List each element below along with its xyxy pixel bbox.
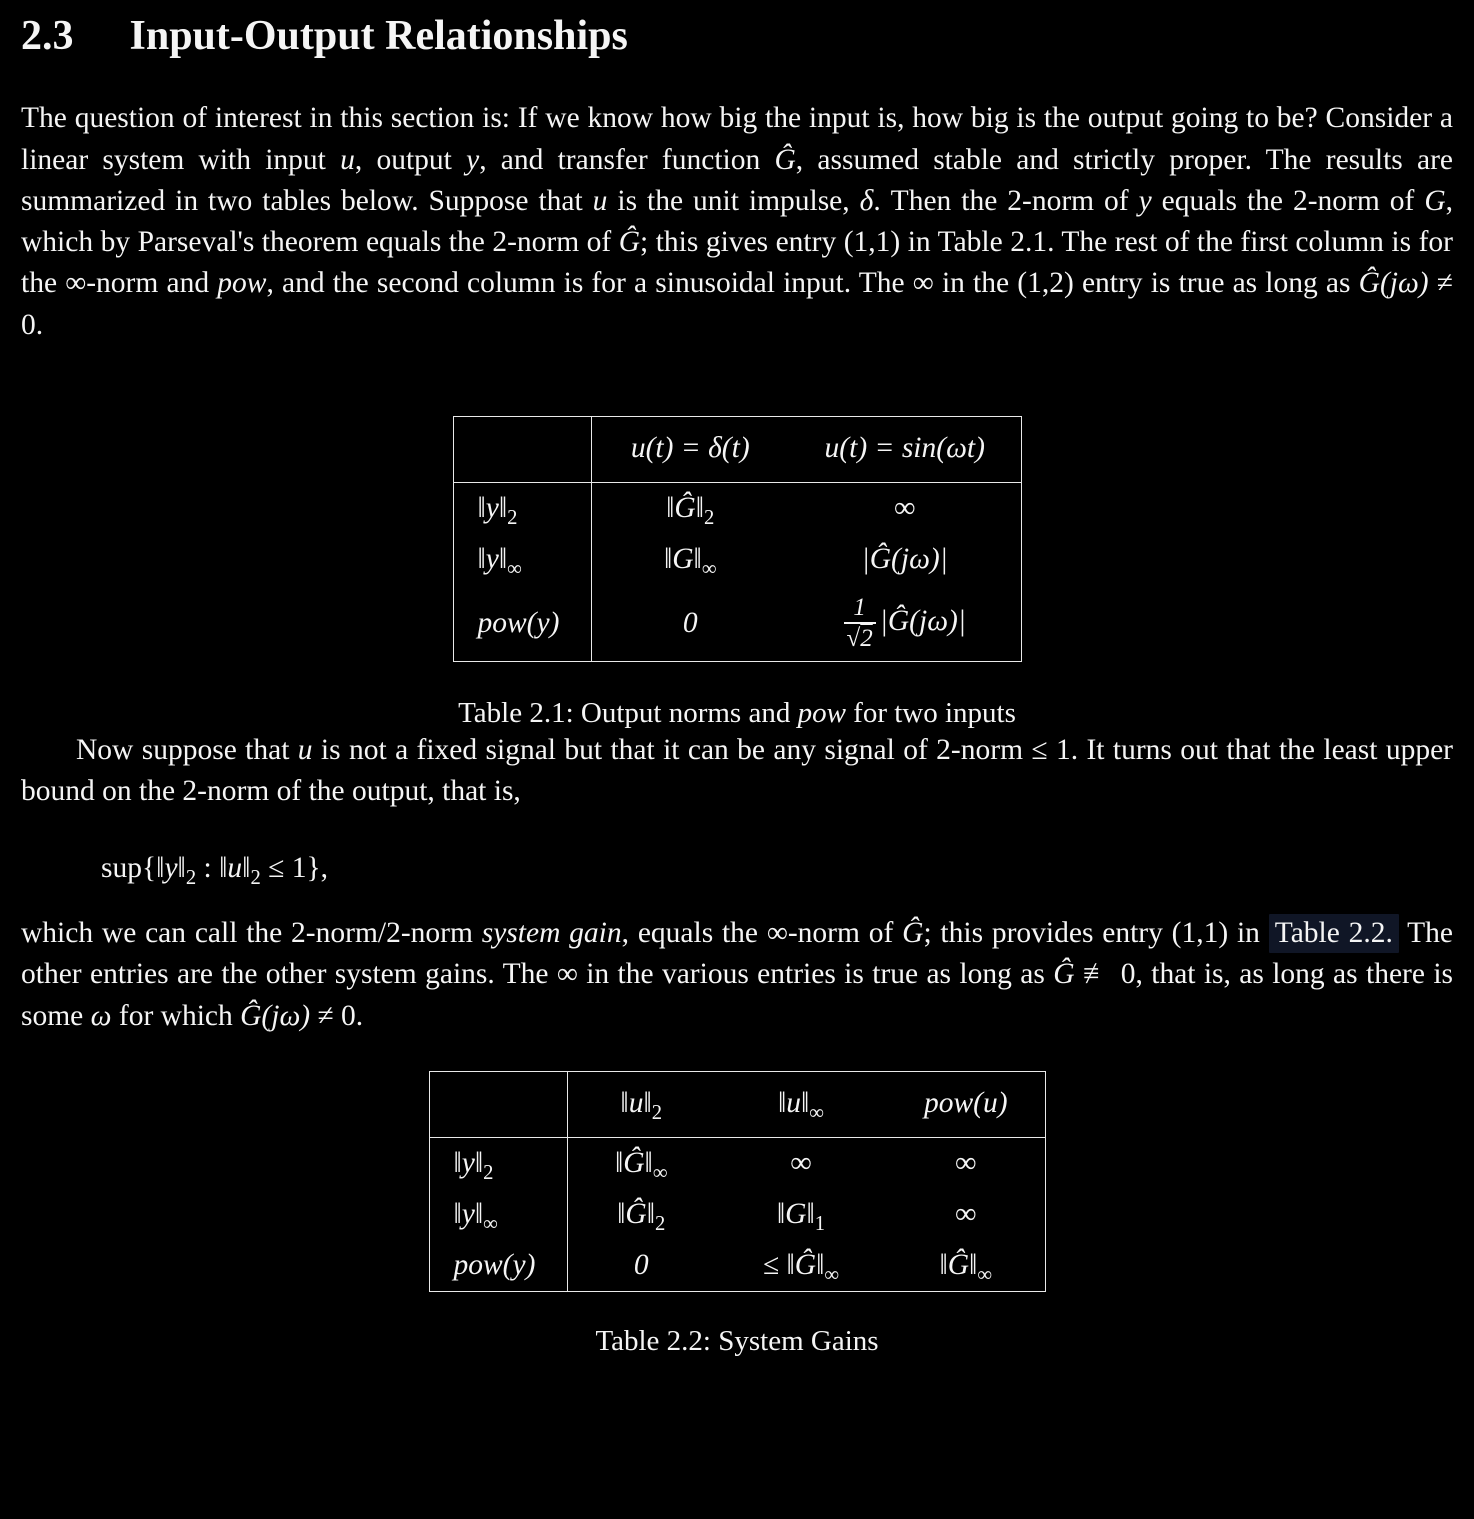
cell-r2c2: |Ĝ(jω)| [861, 543, 948, 576]
text-segment: is the unit impulse, [607, 184, 860, 217]
text-segment: ≤ 1}, [260, 851, 328, 884]
cell-r1c1: $‖Ĝ‖_\infty$ [614, 1146, 668, 1184]
row-label-pow-y: pow(y) [453, 585, 591, 662]
section-title: Input-Output Relationships [129, 13, 628, 59]
col-header-impulse-input [591, 417, 789, 483]
text-segment: Ĝ [618, 226, 641, 259]
subscript: 1 [814, 1212, 826, 1235]
text-segment: ‖ [177, 851, 186, 884]
text-segment: , which by Parseval's theorem equals the 2-norm of [21, 184, 1453, 259]
subscript: 2 [651, 1101, 663, 1124]
text-segment: 2 [250, 866, 261, 889]
text-segment: , and the second column is for a sinusoidal input. The ∞ in the (1,2) entry is true as long as [266, 267, 1359, 300]
cell-r2c1: $‖G‖_\infty$ [663, 543, 717, 580]
subscript: ∞ [652, 1161, 668, 1184]
text-segment: , assumed stable and strictly proper. The results are summarized in two tables below. Suppose that [21, 143, 1454, 217]
text-segment: δ [859, 184, 874, 217]
radicand: 2 [860, 624, 873, 652]
subscript: 2 [704, 506, 715, 529]
text-segment: ‖ [242, 851, 251, 884]
radical-sign: √ [846, 624, 861, 652]
text-segment: Table 2.1: Output norms and [458, 697, 798, 730]
col-header-u-2norm: $‖u‖_2$ [567, 1071, 715, 1137]
table-2-1 [453, 416, 1022, 662]
section-number: 2.3 [21, 13, 74, 59]
col-header-u-infnorm: $‖u‖_\infty$ [715, 1071, 887, 1137]
text-segment: system gain [481, 917, 622, 950]
text-segment: u [297, 734, 313, 767]
row-label-pow-y: pow(y) [429, 1240, 567, 1292]
table-row [429, 1137, 1045, 1189]
cell-r3c3: $‖Ĝ‖_\infty$ [939, 1248, 993, 1286]
text-segment: , and transfer function [479, 143, 775, 176]
table-row [429, 1189, 1045, 1240]
cell-r2c2: $‖G‖_1$ [776, 1197, 826, 1235]
cell-r3c1: 0 [682, 606, 698, 639]
text-segment: y [466, 143, 480, 176]
corner-cell [429, 1071, 567, 1137]
text-segment: ; this provides entry (1,1) in [923, 917, 1269, 950]
text-segment: Ĝ(jω) [240, 999, 311, 1032]
table-row [453, 585, 1021, 662]
row-label-y-infnorm: $‖y‖_\infty$ [453, 534, 591, 585]
text-segment: ≠ 0. [21, 267, 1453, 341]
subscript: ∞ [977, 1263, 993, 1286]
text-segment: ≠ 0. [310, 999, 364, 1032]
subscript: ∞ [507, 557, 522, 580]
sup-norm-formula [101, 849, 1453, 887]
paragraph-3 [21, 913, 1453, 1037]
row-label-y-2norm: $‖y‖_2$ [453, 483, 591, 535]
paragraph-2 [21, 730, 1453, 813]
text-segment: , equals the ∞-norm of [621, 917, 903, 950]
cell-r2c1: $‖Ĝ‖_2$ [617, 1197, 666, 1235]
cell-r1c2: ∞ [894, 492, 916, 525]
text-segment: u(t) = δ(t) [630, 432, 750, 465]
text-segment: u(t) = [824, 432, 902, 465]
text-segment: u [592, 184, 608, 217]
cell-r2c3: ∞ [955, 1197, 977, 1230]
cell-r1c1: $‖Ĝ‖_2$ [666, 492, 715, 529]
cell-r1c3: ∞ [955, 1146, 977, 1179]
text-segment: pow [217, 267, 267, 300]
fraction-trailing-expression: |Ĝ(jω)| [879, 604, 966, 637]
fraction-denominator [844, 622, 876, 653]
text-segment: which we can call the 2-norm/2-norm [21, 917, 482, 950]
cell-r1c2: ∞ [790, 1146, 812, 1179]
text-segment: Ĝ [902, 917, 924, 950]
subscript: 2 [483, 1161, 494, 1184]
text-segment: y [164, 851, 178, 884]
text-segment: : ‖ [196, 851, 228, 884]
text-segment: Now suppose that [76, 734, 298, 767]
text-segment: sup{‖ [101, 851, 165, 884]
text-segment: , output [354, 143, 467, 176]
text-segment: is not a fixed signal but that it can be any signal of 2-norm ≤ 1. It turns out that the least upper bound on the 2-norm of the output, that is, [21, 734, 1453, 808]
paragraph-1 [21, 98, 1453, 346]
col-header-pow-u: pow(u) [887, 1071, 1045, 1137]
table-header-row [453, 417, 1021, 483]
text-segment: G [1424, 184, 1446, 217]
crossref-link[interactable]: Table 2.2. [1269, 914, 1399, 953]
table-2-1-container [21, 416, 1453, 662]
text-segment: y [1138, 184, 1152, 217]
text-segment: (ωt) [936, 432, 985, 465]
text-segment: Ĝ [1053, 958, 1075, 991]
table-2-1-caption [21, 697, 1453, 730]
text-segment: . Then the 2-norm of [873, 184, 1139, 217]
text-segment: Table 2.2: System Gains [595, 1324, 879, 1357]
table-row [453, 483, 1021, 535]
cell-r3c2 [789, 585, 1021, 662]
table-row [453, 534, 1021, 585]
subscript: 2 [655, 1212, 666, 1235]
row-label-y-infnorm: $‖y‖_\infty$ [429, 1189, 567, 1240]
col-header-sinusoid-input [789, 417, 1021, 483]
subscript: 2 [507, 506, 518, 529]
row-label-y-2norm: $‖y‖_2$ [429, 1137, 567, 1189]
subscript: ∞ [824, 1263, 840, 1286]
table-2-2 [429, 1071, 1046, 1292]
cell-r3c1: 0 [633, 1248, 649, 1281]
text-segment: Ĝ [774, 143, 796, 176]
text-segment: 2 [185, 866, 197, 889]
subscript: ∞ [809, 1101, 825, 1124]
table-row [429, 1240, 1045, 1292]
one-over-sqrt2-fraction [844, 594, 876, 652]
text-segment: u [340, 143, 355, 176]
text-segment: The question of interest in this section is: If we know how big the input is, how big is the output going to be? Consider a linear system with input [21, 102, 1453, 176]
table-2-2-caption [21, 1325, 1453, 1358]
text-segment: equals the 2-norm of [1151, 184, 1425, 217]
text-segment: Ĝ(jω) [1358, 267, 1429, 300]
text-segment: for which [111, 999, 241, 1032]
text-segment: for two inputs [845, 697, 1016, 730]
text-segment: u [227, 851, 243, 884]
fraction-numerator: 1 [853, 594, 866, 622]
text-segment: ; this gives entry (1,1) in Table 2.1. The rest of the first column is for the ∞-norm and [21, 226, 1453, 300]
text-segment: ≢ 0, that is, as long as there is some [21, 958, 1453, 1032]
text-segment: pow [797, 697, 846, 730]
section-heading [21, 12, 1453, 60]
subscript: ∞ [701, 557, 717, 580]
text-segment: The other entries are the other system gains. The ∞ in the various entries is true as long as [21, 917, 1454, 991]
corner-cell [453, 417, 591, 483]
table-header-row [429, 1071, 1045, 1137]
table-2-2-container [21, 1071, 1453, 1292]
cell-r3c2: ≤ $‖Ĝ‖_\infty$ [762, 1248, 840, 1286]
text-segment: sin [901, 432, 937, 465]
subscript: ∞ [483, 1212, 498, 1235]
text-segment: ω [90, 999, 112, 1032]
